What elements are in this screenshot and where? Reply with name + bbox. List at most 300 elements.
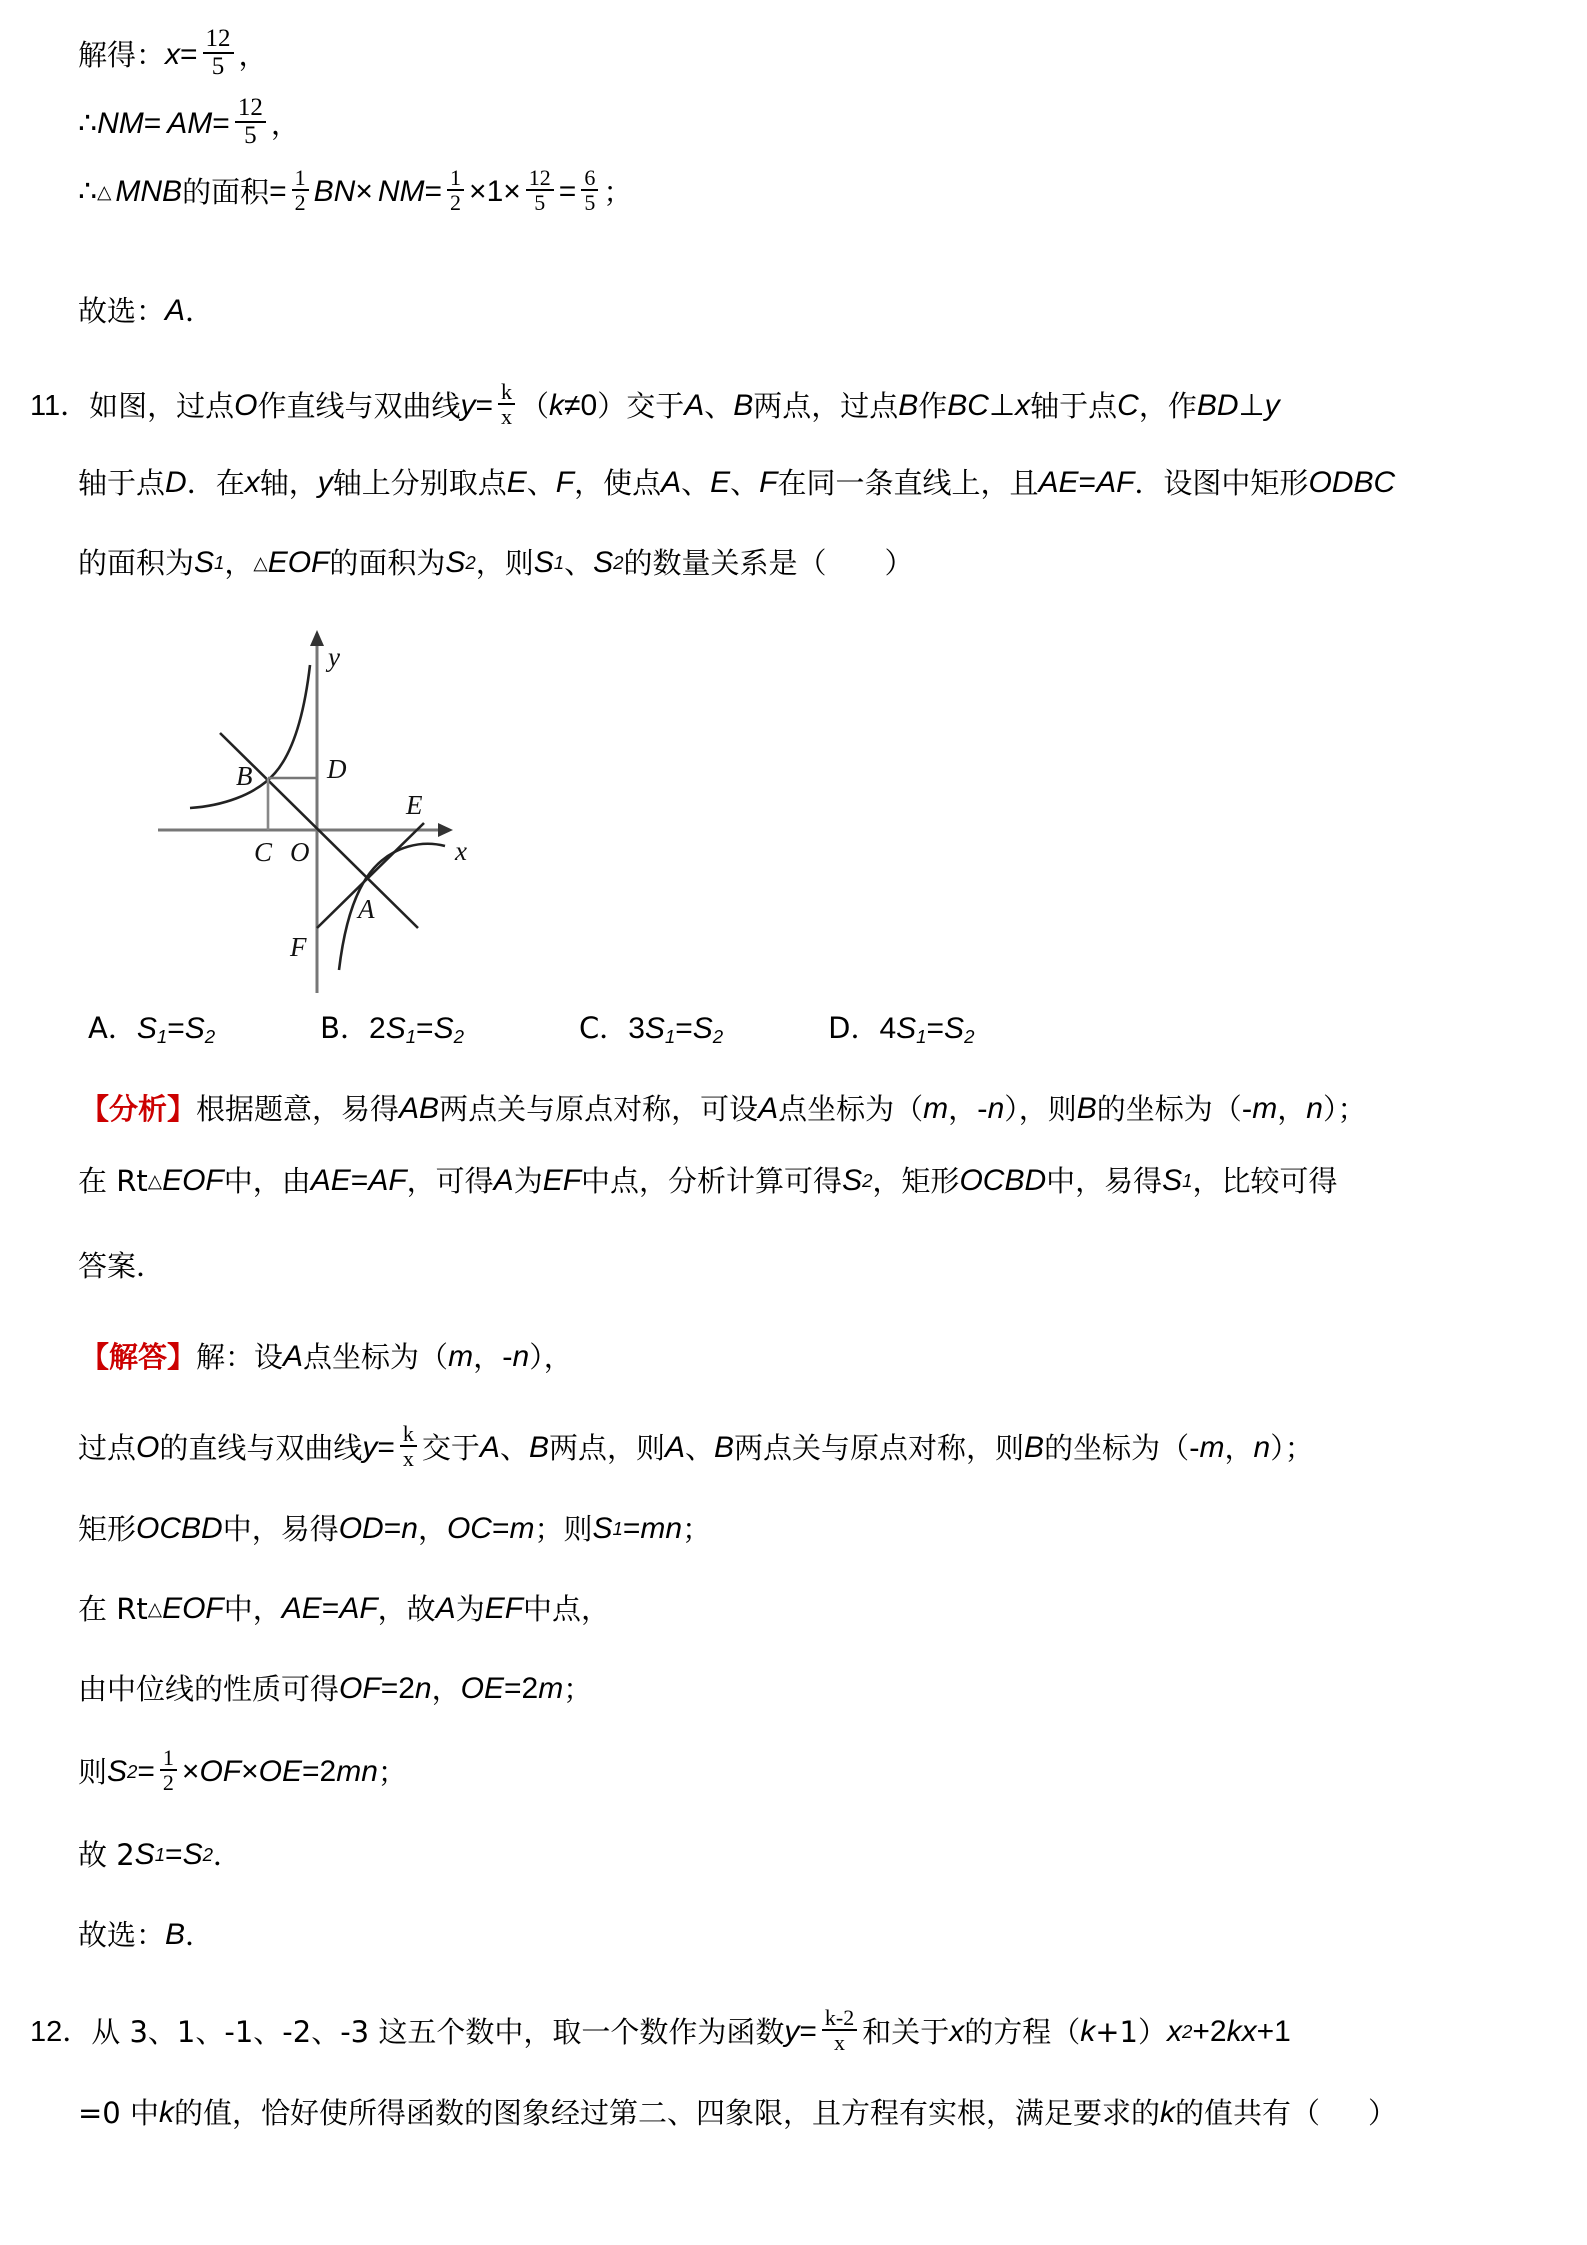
sol-l5-a: 由中位线的性质可得 (78, 1671, 340, 1706)
coordinate-figure (150, 618, 480, 1008)
figure-label-O: O (290, 837, 310, 867)
equals-sign: = (377, 1431, 395, 1465)
figure-label-F: F (290, 932, 307, 962)
segment-bn: BN (313, 175, 356, 209)
dun-comma: 、 (685, 1430, 715, 1465)
subscript-1: 1 (405, 1026, 417, 1048)
subscript-2: 2 (862, 1169, 873, 1191)
function-y: y (784, 2015, 800, 2049)
area-s2: S (184, 1012, 205, 1045)
point-a: A (283, 1340, 304, 1373)
q11-l3-f: 的数量关系是（ (623, 545, 827, 580)
question-12-line-1 (30, 2005, 1291, 2056)
triangle-symbol: △ (147, 1169, 163, 1191)
equals-sign: = (475, 389, 494, 423)
variable-k: k (1080, 2015, 1096, 2049)
point-a: A (493, 1164, 514, 1197)
subscript-1: 1 (1182, 1169, 1193, 1191)
q11-l2-c: 轴， (259, 465, 318, 500)
q11-text-f: 两点，过点 (753, 388, 899, 423)
period: ． (212, 1837, 242, 1872)
solution-line-2 (78, 1421, 1314, 1472)
option-c-letter: C． (578, 1011, 629, 1045)
subscript-2: 2 (202, 1843, 213, 1865)
times-sign: × (241, 1755, 259, 1789)
variable-n: n (512, 1340, 530, 1373)
prev-solution-line-3 (78, 165, 633, 216)
q12-l1-a: 从 3、1、-1、-2、-3 这五个数中，取一个数作为函数 (91, 2014, 785, 2049)
fraction-numerator: 12 (205, 25, 231, 52)
q12-l1-d: +1） (1095, 2014, 1167, 2049)
point-b: B (898, 389, 919, 423)
equals-sign: = (416, 1012, 434, 1045)
subscript-1: 1 (612, 1517, 623, 1539)
area-s2: S (692, 1012, 713, 1045)
point-a: A (684, 389, 705, 423)
option-c-coef: 3 (628, 1012, 645, 1045)
area-s1: S (896, 1012, 917, 1045)
point-a: A (435, 1592, 456, 1625)
area-s1: S (134, 1838, 155, 1871)
option-a-letter: A． (88, 1011, 137, 1045)
equals-sign: = (321, 1592, 340, 1625)
variable-m: m (1252, 1092, 1278, 1125)
fraction-k-x (400, 1422, 417, 1470)
sol-l1-d: ）， (529, 1339, 573, 1374)
subscript-1: 1 (553, 551, 565, 573)
segment-ef: EF (484, 1592, 524, 1625)
q12-l2-a: =0 中 (78, 2095, 159, 2130)
equals-sign: = (424, 175, 443, 209)
fraction-denominator: 2 (447, 189, 464, 214)
dun-comma: 、 (681, 465, 711, 500)
sol-l2-e: 两点，则 (548, 1430, 665, 1465)
subscript-2: 2 (204, 1026, 216, 1048)
equals-sign: = (137, 1755, 155, 1789)
segment-ae: AE (281, 1592, 322, 1625)
equals-sign: = (799, 2015, 817, 2049)
answer-prefix: 故选： (78, 293, 166, 328)
perpendicular-symbol: ⊥ (1238, 389, 1265, 423)
prev-solution-line-2 (78, 94, 300, 152)
axis-x: x (1015, 389, 1031, 423)
area-s2: S (182, 1838, 203, 1871)
figure-axis-x-label: x (455, 836, 467, 866)
rectangle-ocbd: OCBD (959, 1164, 1047, 1197)
question-11-line-2 (78, 465, 1396, 500)
solution-line-4 (78, 1591, 611, 1626)
rectangle-odbc: ODBC (1308, 466, 1396, 499)
fraction-denominator: 2 (292, 189, 309, 214)
sol-l4-d: 为 (455, 1591, 485, 1626)
question-11-line-3 (78, 545, 914, 580)
function-y: y (460, 389, 476, 423)
q11-l2-i: 在同一条直线上，且 (777, 465, 1039, 500)
fraction-denominator: x (498, 403, 515, 428)
option-c[interactable] (578, 1011, 724, 1048)
comma: ， (1277, 1091, 1307, 1126)
variable-m: m (448, 1340, 474, 1373)
variable-k: k (1159, 2096, 1175, 2129)
point-a: A (479, 1431, 500, 1465)
point-o: O (136, 1431, 160, 1465)
answer-letter: B (165, 1918, 186, 1951)
q11-text-b: 作直线与双曲线 (257, 388, 461, 423)
variable-k: k (158, 2096, 174, 2129)
fraction-denominator: 5 (581, 189, 598, 214)
function-y: y (362, 1431, 378, 1465)
plus-1: +1 (1256, 2015, 1291, 2049)
segment-af: AF (339, 1592, 378, 1625)
solution-line-1 (80, 1339, 573, 1374)
variable-m: m (923, 1092, 949, 1125)
equals-sign: = (212, 107, 230, 141)
sol-l2-h: 的坐标为（- (1044, 1430, 1200, 1465)
equals-2m: =2 (503, 1672, 539, 1705)
sol-l2-a: 过点 (78, 1430, 137, 1465)
q11-text-a: 如图，过点 (89, 388, 235, 423)
an-l2-c: ，可得 (406, 1163, 494, 1198)
segment-bd: BD (1196, 389, 1239, 423)
variable-n: n (987, 1092, 1005, 1125)
fraction-12-5 (203, 26, 234, 81)
comma: ， (1224, 1430, 1254, 1465)
area-s2: S (445, 546, 466, 579)
figure-label-A: A (358, 894, 375, 924)
fraction-k-minus-2-over-x (822, 2006, 857, 2054)
segment-nm: NM (377, 175, 425, 209)
comma: ， (224, 545, 254, 580)
q12-l2-b: 的值，恰好使所得函数的图象经过第二、四象限，且方程有实根，满足要求的 (173, 2095, 1160, 2130)
answer-letter: A (165, 294, 186, 327)
solution-line-5 (78, 1671, 593, 1706)
area-s1: S (644, 1012, 665, 1045)
comma: ， (270, 106, 300, 141)
fraction-numerator: k (402, 1421, 414, 1446)
area-s1: S (1162, 1164, 1183, 1197)
solution-line-7 (78, 1837, 242, 1872)
semicolon: ； (603, 174, 633, 209)
point-d: D (165, 466, 187, 499)
q11-l2-f: ，使点 (574, 465, 662, 500)
q11-l3-a: 的面积为 (78, 545, 195, 580)
axis-y: y (1264, 389, 1280, 423)
an-l1-b: 两点关与原点对称，可设 (439, 1091, 759, 1126)
triangle-eof: EOF (162, 1592, 224, 1625)
subscript-2: 2 (613, 551, 624, 573)
an-l1-e: ），则 (1004, 1091, 1077, 1126)
segment-ae: AE (310, 1164, 351, 1197)
segment-oe: OE (460, 1672, 504, 1705)
dun-comma: 、 (499, 1430, 529, 1465)
segment-of: OF (199, 1755, 242, 1789)
equals-sign: = (167, 1012, 185, 1045)
options-row (88, 1011, 975, 1048)
segment-af: AF (368, 1164, 407, 1197)
segment-ef: EF (542, 1164, 582, 1197)
q12-l1-c: 的方程（ (964, 2014, 1081, 2049)
segment-bc: BC (947, 389, 989, 423)
sol-l2-b: 的直线与双曲线 (159, 1430, 363, 1465)
q11-l2-d: 轴上分别取点 (332, 465, 507, 500)
equals-sign: = (675, 1012, 693, 1045)
variable-n: n (1253, 1431, 1271, 1465)
an-l2-f: ，矩形 (872, 1163, 960, 1198)
analysis-line-1 (80, 1091, 1367, 1126)
period: ． (185, 1917, 215, 1952)
q11-l2-a: 轴于点 (78, 465, 166, 500)
sol-l2-g: 两点关与原点对称，则 (734, 1430, 1025, 1465)
fraction-denominator: x (400, 1445, 417, 1470)
fraction-denominator: 5 (526, 189, 554, 214)
segment-of: OF (339, 1672, 381, 1705)
term-kx: kx (1226, 2015, 1257, 2049)
dun-comma: 、 (564, 545, 594, 580)
area-s2: S (433, 1012, 454, 1045)
figure-label-D: D (327, 754, 347, 784)
segment-od: OD (338, 1512, 384, 1545)
area-s2: S (107, 1755, 128, 1789)
equals-sign: = (1078, 466, 1097, 499)
segment-af: AF (1096, 466, 1135, 499)
area-s2: S (842, 1164, 863, 1197)
product-mn: mn (640, 1512, 683, 1545)
fraction-denominator: 5 (203, 52, 234, 80)
sol-l1-b: 点坐标为（ (303, 1339, 449, 1374)
point-f: F (759, 466, 778, 499)
point-b: B (528, 1431, 549, 1465)
paren-close: ） (1368, 2095, 1398, 2130)
fraction-numerator: k (501, 379, 513, 404)
option-a[interactable] (88, 1011, 216, 1048)
equals-sign: = (383, 1512, 402, 1545)
an-l3: 答案． (78, 1249, 166, 1283)
axis-x: x (244, 466, 260, 499)
segment-oc: OC (446, 1512, 492, 1545)
question-number: 12． (30, 2015, 92, 2048)
semicolon: ； (682, 1511, 712, 1546)
fraction-numerator: 12 (237, 94, 263, 121)
sol-l4-b: 中， (223, 1591, 282, 1626)
therefore-symbol: ∴ (78, 107, 98, 141)
subscript-2: 2 (453, 1026, 464, 1048)
solution-line-3 (78, 1511, 712, 1546)
subscript-1: 1 (664, 1026, 676, 1048)
equals-2mn: =2 (302, 1755, 337, 1789)
sol-l2-j: ）； (1270, 1430, 1314, 1465)
figure-axis-y-label: y (328, 642, 340, 672)
sol-l4-c: ，故 (377, 1591, 436, 1626)
fraction-6-5 (581, 166, 598, 214)
sol-l3-d: ；则 (534, 1511, 593, 1546)
q12-l1-b: 和关于 (862, 2014, 950, 2049)
point-e: E (710, 466, 731, 499)
figure-label-E: E (406, 790, 423, 820)
sol-l3-b: 中，易得 (222, 1511, 339, 1546)
variable-n: n (401, 1512, 418, 1545)
fraction-numerator: 1 (162, 1745, 174, 1770)
triangle-symbol: △ (253, 551, 268, 573)
an-l2-d: 为 (513, 1163, 543, 1198)
equals-sign: = (143, 107, 162, 141)
option-d-letter: D． (828, 1011, 880, 1045)
fraction-numerator: 1 (294, 165, 306, 190)
variable-n: n (414, 1672, 432, 1705)
sol-l4-e: 中点， (523, 1591, 611, 1626)
triangle-eof: EOF (267, 546, 330, 579)
equals-sign: = (622, 1512, 641, 1545)
variable-k: k (549, 389, 565, 423)
solution-line-6 (78, 1745, 407, 1796)
an-l2-g: 中，易得 (1046, 1163, 1163, 1198)
q11-l2-j: ．设图中矩形 (1134, 465, 1309, 500)
sol-l7-a: 故 2 (78, 1837, 135, 1872)
q11-l3-c: 的面积为 (329, 545, 446, 580)
area-s2: S (593, 546, 614, 579)
q11-l2-b: ．在 (186, 465, 245, 500)
fraction-numerator: 6 (584, 165, 596, 190)
subscript-2: 2 (712, 1026, 724, 1048)
variable-m: m (538, 1672, 564, 1705)
equals-sign: = (269, 175, 287, 209)
variable-x: x (949, 2015, 965, 2049)
option-b-coef: 2 (369, 1012, 386, 1045)
fraction-numerator: k-2 (824, 2005, 855, 2030)
sol-l4-a: 在 Rt (78, 1591, 148, 1626)
point-e: E (506, 466, 527, 499)
area-s1: S (136, 1012, 157, 1045)
area-s1: S (533, 546, 554, 579)
question-12-line-2 (78, 2095, 1398, 2130)
subscript-1: 1 (154, 1843, 166, 1865)
point-b: B (1076, 1092, 1097, 1125)
perpendicular-symbol: ⊥ (988, 389, 1016, 423)
period: ． (185, 293, 215, 328)
option-b-letter: B． (320, 1011, 369, 1045)
point-b: B (1024, 1431, 1045, 1465)
equals-sign: = (558, 175, 577, 209)
option-b[interactable] (320, 1011, 464, 1048)
q11-text-h: 轴于点 (1030, 388, 1118, 423)
subscript-1: 1 (156, 1026, 168, 1048)
area-s1: S (592, 1512, 613, 1545)
an-l2-e: 中点，分析计算可得 (581, 1163, 843, 1198)
q11-text-g: 作 (918, 388, 948, 423)
point-c: C (1117, 389, 1139, 423)
area-s1: S (385, 1012, 406, 1045)
times-sign: × (181, 1755, 200, 1789)
dun-comma: 、 (704, 388, 734, 423)
fraction-1-2 (447, 166, 464, 214)
analysis-line-2 (78, 1163, 1338, 1198)
triangle-mnb: MNB (115, 175, 183, 209)
prev-solution-answer (78, 293, 215, 328)
sol-l8-a: 故选： (78, 1917, 166, 1952)
points-ab: AB (399, 1092, 440, 1125)
equals-sign: = (350, 1164, 369, 1197)
point-a: A (661, 466, 682, 499)
q11-l3-d: ，则 (475, 545, 534, 580)
variable-m: m (1199, 1431, 1225, 1465)
fraction-1-2 (160, 1746, 177, 1794)
dun-comma: 、 (526, 465, 556, 500)
fraction-denominator: x (822, 2029, 857, 2054)
prev-solution-line-1 (78, 25, 268, 83)
question-number: 11． (30, 389, 90, 422)
triangle-symbol: △ (147, 1597, 163, 1619)
product-mn: mn (336, 1755, 378, 1789)
comma: ， (238, 37, 268, 72)
triangle-symbol: △ (97, 180, 112, 202)
an-l2-b: 中，由 (223, 1163, 311, 1198)
q12-l2-c: 的值共有（ (1174, 2095, 1320, 2130)
semicolon: ； (563, 1671, 593, 1706)
axis-y: y (317, 466, 333, 499)
segment-ae: AE (1038, 466, 1079, 499)
segment-am: AM (167, 107, 213, 141)
fraction-denominator: 5 (235, 121, 266, 149)
subscript-2: 2 (465, 551, 476, 573)
sol-l1-a: 解：设 (196, 1339, 284, 1374)
equals-sign: = (491, 1512, 510, 1545)
variable-x: x (165, 38, 181, 72)
fraction-1-2 (292, 166, 309, 214)
segment-oe: OE (258, 1755, 302, 1789)
option-d-coef: 4 (879, 1012, 897, 1045)
analysis-line-3 (78, 1249, 166, 1283)
dun-comma: 、 (730, 465, 760, 500)
sol-l1-c: ，- (473, 1339, 513, 1374)
variable-x: x (1167, 2015, 1182, 2049)
rectangle-ocbd: OCBD (136, 1512, 223, 1545)
segment-nm: NM (97, 107, 144, 141)
analysis-tag: 【分析】 (80, 1091, 197, 1126)
comma: ， (431, 1671, 461, 1706)
equals-sign: = (180, 38, 198, 72)
point-b: B (714, 1431, 735, 1465)
subscript-2: 2 (127, 1760, 138, 1782)
point-o: O (234, 389, 258, 423)
point-b: B (733, 389, 754, 423)
an-l1-c: 点坐标为（ (778, 1091, 924, 1126)
subscript-1: 1 (916, 1026, 927, 1048)
option-d[interactable] (828, 1011, 975, 1048)
semicolon: ； (377, 1754, 407, 1789)
figure-label-C: C (254, 837, 273, 867)
paren-close: ） (884, 545, 914, 580)
fraction-12-5 (235, 95, 266, 150)
fraction-numerator: 1 (450, 165, 462, 190)
variable-m: m (509, 1512, 535, 1545)
fraction-numerator: 12 (528, 165, 551, 190)
sol-l6-a: 则 (78, 1754, 108, 1789)
subscript-2: 2 (964, 1026, 975, 1048)
an-l1-a: 根据题意，易得 (196, 1091, 400, 1126)
fraction-denominator: 2 (160, 1769, 177, 1794)
fraction-k-x (498, 380, 515, 428)
times-sign: × (503, 175, 521, 209)
comma: ， (417, 1511, 447, 1546)
triangle-eof: EOF (162, 1164, 224, 1197)
subscript-1: 1 (214, 551, 225, 573)
q11-text-i: ，作 (1138, 388, 1197, 423)
an-l1-h: ）； (1322, 1091, 1367, 1126)
sol-l3-a: 矩形 (78, 1511, 137, 1546)
figure-label-B: B (236, 761, 253, 791)
point-a: A (664, 1431, 685, 1465)
q11-text-d: ）交于 (597, 388, 685, 423)
equals-sign: = (165, 1838, 183, 1871)
